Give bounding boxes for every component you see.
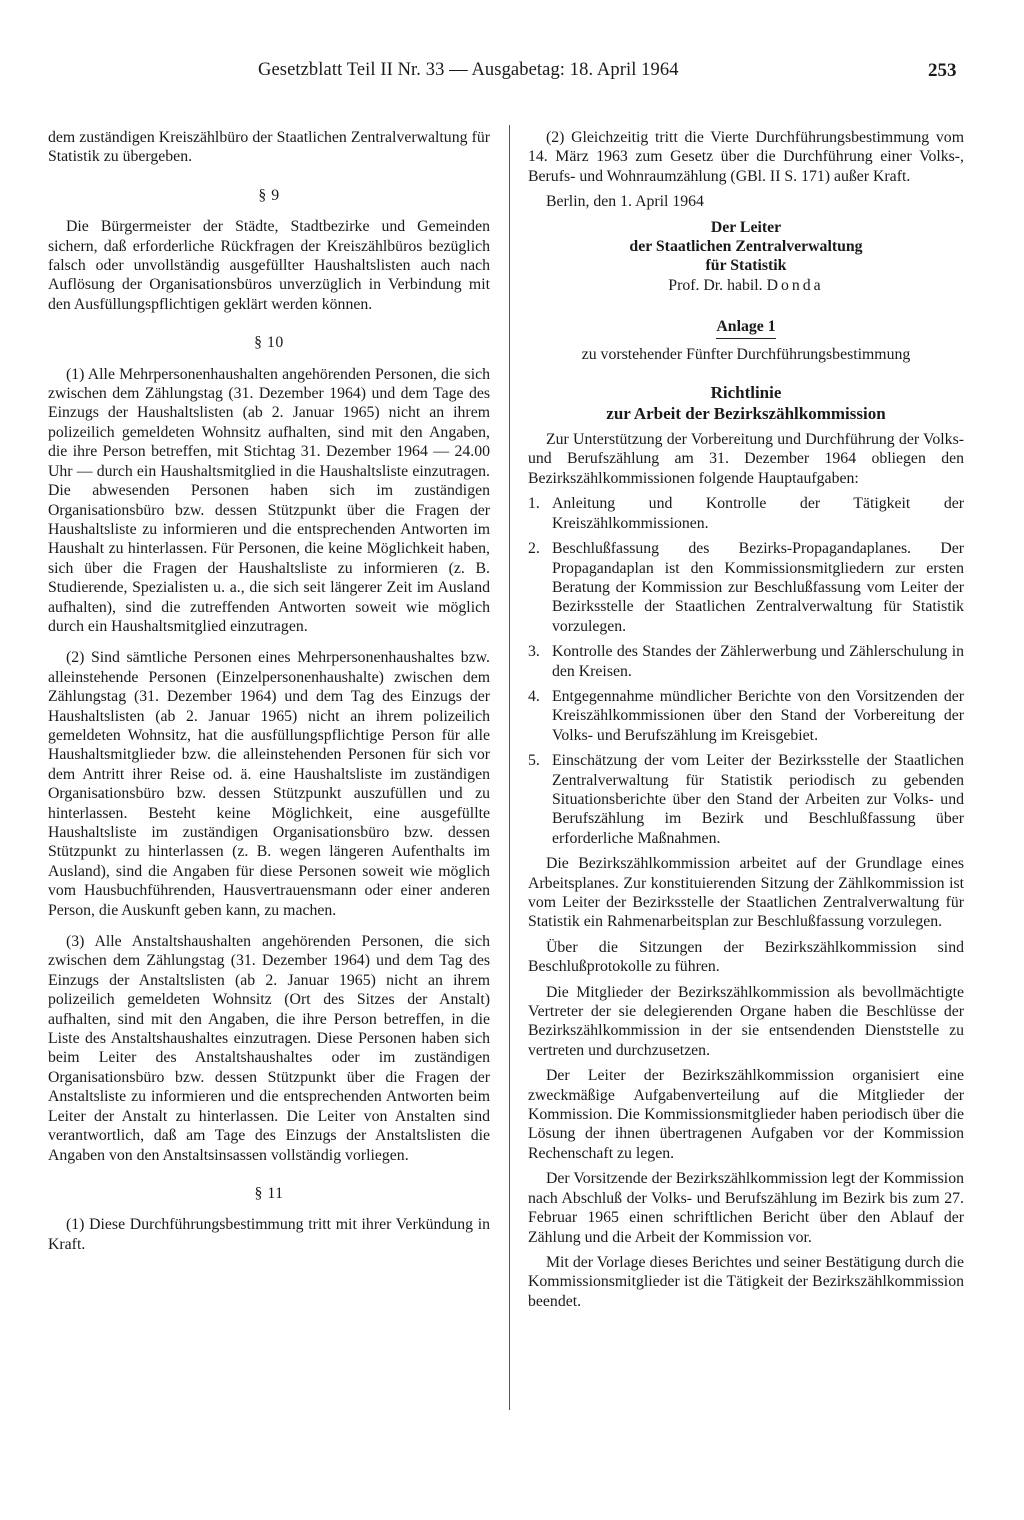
guideline-paragraph-3: Die Mitglieder der Bezirkszählkommission als bevollmächtigte Vertreter der sie delegierenden Organe haben die Beschlüsse der Bezirkszählkommission in der sie entsendenden Dienststelle zu vertreten und durchzusetzen.: [528, 983, 964, 1059]
anlage-heading-wrap: [528, 317, 964, 338]
header-title: Gesetzblatt Teil II Nr. 33 — Ausgabetag: 18. April 1964: [258, 60, 679, 80]
section-10-paragraph-3: (3) Alle Anstaltshaushalten angehörenden Personen, die sich zwischen dem Zählungstag (31. Dezember 1964) und dem Tag des Einzugs der Anstaltslisten (ab 2. Januar 1965) nicht an ihrem polizeilich gemeldeten Wohnsitz (Ort des Sitzes der Anstalt) aufhalten, sind mit den Angaben, die ihre Person betreffen, in die Liste des Anstaltshaushaltes einzutragen. Diese Personen haben sich beim Leiter des Anstaltshaushaltes oder im zuständigen Organisationsbüro bzw. dessen Stützpunkt über die Fragen der Anstaltsliste zu informieren und die entsprechenden Antworten beim Leiter der Anstalt zu hinterlassen. Die Leiter von Anstalten sind verantwortlich, daß am Tage des Einzugs der Anstaltslisten die Angaben von den Anstaltsinsassen vollständig vorliegen.: [48, 933, 490, 1164]
repeal-paragraph: (2) Gleichzeitig tritt die Vierte Durchführungsbestimmung vom 14. März 1963 zum Gesetz über die Durchführung einer Volks-, Berufs- und Wohnraumzählung (GBl. II S. 171) außer Kraft.: [528, 129, 964, 185]
list-text: Kontrolle des Standes der Zählerwerbung und Zählerschulung in den Kreisen.: [552, 643, 964, 680]
guideline-title-2: zur Arbeit der Bezirkszählkommission: [606, 404, 886, 424]
right-column: [528, 128, 964, 1311]
signature-name: Donda: [766, 276, 824, 294]
left-column: [48, 128, 490, 1254]
list-item: [528, 539, 964, 636]
signature-name-line: [528, 276, 964, 295]
task-list: [528, 494, 964, 848]
section-10-paragraph-1: (1) Alle Mehrpersonenhaushalten angehörenden Personen, die sich zwischen dem Zählungstag (31. Dezember 1964) und dem Tage des Einzugs der Haushaltslisten (ab 2. Januar 1965) nicht an ihrem polizeilich gemeldeten Wohnsitz aufhalten, sind mit den Angaben, die ihre Person betreffen, mit Stichtag 31. Dezember 1964 — 24.00 Uhr — durch ein Haushaltsmitglied in die Haushaltsliste einzutragen. Die abwesenden Personen haben sich im zuständigen Organisationsbüro bzw. dessen Stützpunkt über die Fragen der Haushaltsliste zu informieren und die entsprechenden Antworten im Haushalt zu hinterlassen. Für Personen, die keine Möglichkeit haben, sich über die Fragen der Haushaltsliste zu informieren (z. B. Studierende, Spezialisten u. a., die sich seit längerer Zeit im Ausland aufhalten), sind die zutreffenden Antworten soweit wie möglich durch ein Haushaltsmitglied einzutragen.: [48, 365, 490, 635]
list-text: Anleitung und Kontrolle der Tätigkeit der Kreiszählkommissionen.: [552, 495, 964, 532]
list-number: 3.: [528, 643, 540, 661]
list-item: [528, 642, 964, 681]
list-number: 5.: [528, 752, 540, 770]
guideline-title-1: Richtlinie: [710, 383, 782, 403]
guideline-paragraph-4: Der Leiter der Bezirkszählkommission organisiert eine zweckmäßige Aufgabenverteilung auf die Mitglieder der Kommission. Die Kommissionsmitglieder haben periodisch über die Lösung der ihnen übertragenen Aufgaben vor der Kommission Rechenschaft zu legen.: [528, 1067, 964, 1162]
section-9-heading: § 9: [258, 186, 280, 204]
list-number: 2.: [528, 540, 540, 558]
anlage-subtitle: zu vorstehender Fünfter Durchführungsbestimmung: [581, 345, 911, 363]
list-number: 1.: [528, 495, 540, 513]
list-text: Einschätzung der vom Leiter der Bezirksstelle der Staatlichen Zentralverwaltung für Statistik periodisch zu gebenden Situationsberichte über den Stand der Arbeiten zur Volks- und Berufszählung im Bezirk und Beschlußfassung über erforderliche Maßnahmen.: [552, 752, 964, 847]
list-item: [528, 494, 964, 533]
page-header: [0, 60, 1024, 88]
list-text: Entgegennahme mündlicher Berichte von den Vorsitzenden der Kreiszählkommissionen über den Stand der Vorbereitung der Volks- und Berufszählung im Kreisgebiet.: [552, 687, 964, 744]
guideline-paragraph-6: Mit der Vorlage dieses Berichtes und seiner Bestätigung durch die Kommissionsmitglieder ist die Tätigkeit der Bezirkszählkommission beendet.: [528, 1253, 964, 1310]
place-date: Berlin, den 1. April 1964: [546, 193, 704, 211]
list-number: 4.: [528, 687, 540, 705]
signature-title-3: für Statistik: [705, 257, 787, 275]
list-item: [528, 687, 964, 745]
list-text: Beschlußfassung des Bezirks-Propagandaplanes. Der Propagandaplan ist den Kommissionsmitgliedern zur ersten Beratung der Kommission zur Beschlußfassung vom Leiter der Bezirksstelle der Staatlichen Zentralverwaltung für Statistik vorzulegen.: [552, 540, 964, 635]
anlage-label: Anlage 1: [716, 317, 775, 338]
guideline-paragraph-2: Über die Sitzungen der Bezirkszählkommission sind Beschlußprotokolle zu führen.: [528, 938, 964, 976]
section-9-text: Die Bürgermeister der Städte, Stadtbezirke und Gemeinden sichern, daß erforderliche Rückfragen der Kreiszählbüros bezüglich falsch oder unvollständig ausgefüllter Haushaltslisten auch nach Auflösung der Organisationsbüros unverzüglich in Verbindung mit den Ausfüllungspflichtigen geklärt werden können.: [48, 218, 490, 313]
section-11-heading: § 11: [254, 1184, 284, 1202]
guideline-paragraph-5: Der Vorsitzende der Bezirkszählkommission legt der Kommission nach Abschluß der Volks- und Berufszählung im Bezirk bis zum 27. Februar 1965 einen schriftlichen Bericht über den Ablauf der Zählung und die Arbeit der Kommission vor.: [528, 1170, 964, 1246]
signature-prefix: Prof. Dr. habil.: [668, 276, 763, 294]
column-divider: [509, 125, 510, 1410]
section-10-paragraph-2: (2) Sind sämtliche Personen eines Mehrpersonenhaushaltes bzw. alleinstehende Personen (Einzelpersonenhaushalte) zwischen dem Zählungstag (31. Dezember 1964) und dem Tag des Einzugs der Haushaltslisten (ab 2. Januar 1965) nicht an ihrem polizeilich gemeldeten Wohnsitz, hat die ausfüllungspflichtige Person für alle Haushaltsmitglieder bzw. die alleinstehenden Personen für sich vor dem Antritt ihrer Reise od. ä. eine Haushaltsliste im zuständigen Organisationsbüro bzw. dessen Stützpunkt auszufüllen und zu hinterlassen. Besteht keine Möglichkeit, eine ausgefüllte Haushaltsliste im zuständigen Organisationsbüro bzw. dessen Stützpunkt zu hinterlassen (z. B. wegen längeren Aufenthalts im Ausland), sind die Angaben für diese Personen soweit wie möglich vom Hausbuchführenden, Hausvertrauensmann oder einer anderen Person, die Auskunft geben kann, zu machen.: [48, 649, 490, 919]
list-item: [528, 751, 964, 848]
section-11-text: (1) Diese Durchführungsbestimmung tritt mit ihrer Verkündung in Kraft.: [48, 1216, 490, 1253]
guideline-intro: Zur Unterstützung der Vorbereitung und Durchführung der Volks- und Berufszählung am 31. Dezember 1964 obliegen den Bezirkszählkommissionen folgende Hauptaufgaben:: [528, 431, 964, 487]
guideline-paragraph-1: Die Bezirkszählkommission arbeitet auf der Grundlage eines Arbeitsplanes. Zur konstituierenden Sitzung der Zählkommission ist vom Leiter der Bezirksstelle der Staatlichen Zentralverwaltung für Statistik ein Rahmenarbeitsplan zur Beschlußfassung vorzulegen.: [528, 855, 964, 931]
section-10-heading: § 10: [254, 334, 284, 352]
signature-title-1: Der Leiter: [710, 218, 782, 236]
signature-title-2: der Staatlichen Zentralverwaltung: [629, 238, 863, 256]
page-number: 253: [928, 60, 957, 81]
intro-paragraph: dem zuständigen Kreiszählbüro der Staatlichen Zentralverwaltung für Statistik zu übergeben.: [48, 129, 490, 166]
